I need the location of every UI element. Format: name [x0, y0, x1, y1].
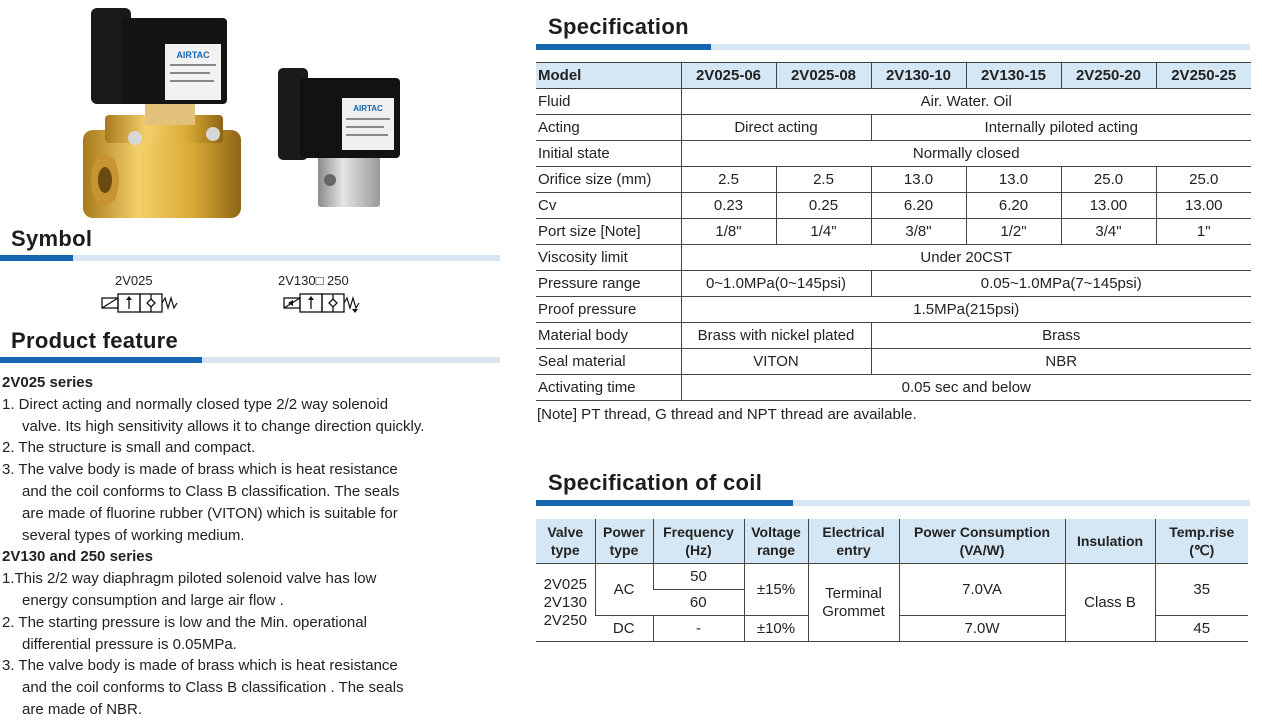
- port-cell: 3/8": [871, 219, 966, 245]
- voltage-range-ac: ±15%: [744, 564, 808, 616]
- feature-line: valve. Its high sensitivity allows it to change direction quickly.: [22, 417, 425, 435]
- row-label: Orifice size (mm): [536, 167, 681, 193]
- series-2v025-title: 2V025 series: [2, 374, 93, 391]
- voltage-range-header: Voltage range: [744, 519, 808, 564]
- port-cell: 1/2": [966, 219, 1061, 245]
- table-row: [536, 297, 1251, 323]
- feature-line: 1.This 2/2 way diaphragm piloted solenoid valve has low: [2, 570, 377, 588]
- table-row: [536, 564, 1248, 590]
- activating-time-value: 0.05 sec and below: [681, 375, 1251, 401]
- port-cell: 1/4": [776, 219, 871, 245]
- port-cell: 1/8": [681, 219, 776, 245]
- orifice-cell: 2.5: [776, 167, 871, 193]
- row-label: Activating time: [536, 375, 681, 401]
- row-label: Material body: [536, 323, 681, 349]
- feature-line: several types of working medium.: [22, 526, 245, 544]
- seal-material-piloted: NBR: [871, 349, 1251, 375]
- viscosity-value: Under 20CST: [681, 245, 1251, 271]
- body-material-piloted: Brass: [871, 323, 1251, 349]
- cv-cell: 0.25: [776, 193, 871, 219]
- symbol-heading: Symbol: [11, 226, 93, 251]
- product-feature-text: [2, 372, 507, 721]
- specification-table: [536, 62, 1251, 401]
- orifice-cell: 2.5: [681, 167, 776, 193]
- pressure-range-piloted: 0.05~1.0MPa(7~145psi): [871, 271, 1251, 297]
- photo-brand-label-b: AIRTAC: [353, 104, 383, 113]
- cv-cell: 13.00: [1061, 193, 1156, 219]
- symbol-label-2v025: 2V025: [115, 273, 153, 288]
- model-cell: 2V025-08: [776, 63, 871, 89]
- power-consumption-dc: 7.0W: [899, 616, 1065, 642]
- power-consumption-ac: 7.0VA: [899, 564, 1065, 616]
- valve-photo-small: [270, 60, 415, 210]
- pressure-range-direct: 0~1.0MPa(0~145psi): [681, 271, 871, 297]
- power-consumption-header: Power Consumption (VA/W): [899, 519, 1065, 564]
- symbol-label-2v130-250: 2V130□ 250: [278, 273, 349, 288]
- valve-type-header: Valve type: [536, 519, 595, 564]
- coil-table: [536, 519, 1248, 642]
- row-label: Proof pressure: [536, 297, 681, 323]
- fluid-value: Air. Water. Oil: [681, 89, 1251, 115]
- model-cell: 2V130-10: [871, 63, 966, 89]
- temp-rise-dc: 45: [1155, 616, 1248, 642]
- orifice-cell: 25.0: [1156, 167, 1251, 193]
- valve-type-cell: 2V025 2V130 2V250: [536, 564, 595, 642]
- orifice-cell: 25.0: [1061, 167, 1156, 193]
- frequency-header: Frequency (Hz): [653, 519, 744, 564]
- electrical-entry-cell: Terminal Grommet: [808, 564, 899, 642]
- table-row: [536, 375, 1251, 401]
- photo-brand-label-a: AIRTAC: [176, 50, 210, 60]
- frequency-50: 50: [653, 564, 744, 590]
- cv-cell: 0.23: [681, 193, 776, 219]
- model-header: Model: [536, 63, 681, 89]
- valve-photo-large: [75, 0, 265, 222]
- spec-note: [Note] PT thread, G thread and NPT thread are available.: [537, 406, 917, 423]
- insulation-header: Insulation: [1065, 519, 1155, 564]
- feature-line: and the coil conforms to Class B classification. The seals: [22, 482, 400, 500]
- model-cell: 2V250-25: [1156, 63, 1251, 89]
- feature-line: 1. Direct acting and normally closed type 2/2 way solenoid: [2, 395, 389, 413]
- frequency-dc: -: [653, 616, 744, 642]
- feature-line: are made of NBR.: [22, 700, 143, 718]
- table-row: [536, 519, 1248, 564]
- row-label: Viscosity limit: [536, 245, 681, 271]
- orifice-cell: 13.0: [966, 167, 1061, 193]
- table-row: [536, 63, 1251, 89]
- table-row: [536, 245, 1251, 271]
- coil-specification-heading: Specification of coil: [548, 470, 763, 495]
- table-row: [536, 219, 1251, 245]
- model-cell: 2V025-06: [681, 63, 776, 89]
- power-type-header: Power type: [595, 519, 653, 564]
- row-label: Acting: [536, 115, 681, 141]
- feature-line: are made of fluorine rubber (VITON) which is suitable for: [22, 504, 398, 522]
- feature-line: 3. The valve body is made of brass which is heat resistance: [2, 461, 398, 479]
- row-label: Initial state: [536, 141, 681, 167]
- model-cell: 2V130-15: [966, 63, 1061, 89]
- row-label: Pressure range: [536, 271, 681, 297]
- cv-cell: 6.20: [871, 193, 966, 219]
- row-label: Fluid: [536, 89, 681, 115]
- table-row: [536, 141, 1251, 167]
- power-type-dc: DC: [595, 616, 653, 642]
- feature-line: 2. The structure is small and compact.: [2, 439, 256, 457]
- coil-heading-bar: [536, 500, 1250, 506]
- frequency-60: 60: [653, 590, 744, 616]
- feature-line: energy consumption and large air flow .: [22, 591, 284, 609]
- table-row: [536, 89, 1251, 115]
- row-label: Port size [Note]: [536, 219, 681, 245]
- temp-rise-header: Temp.rise (℃): [1155, 519, 1248, 564]
- table-row: [536, 167, 1251, 193]
- voltage-range-dc: ±10%: [744, 616, 808, 642]
- symbol-heading-bar: [0, 255, 500, 261]
- symbol-2v130-250-diagram: [282, 290, 368, 316]
- power-type-ac: AC: [595, 564, 653, 616]
- series-2v130-250-title: 2V130 and 250 series: [2, 548, 153, 566]
- orifice-cell: 13.0: [871, 167, 966, 193]
- seal-material-direct: VITON: [681, 349, 871, 375]
- body-material-direct: Brass with nickel plated: [681, 323, 871, 349]
- table-row: [536, 193, 1251, 219]
- symbol-2v025-diagram: [98, 290, 184, 316]
- row-label: Seal material: [536, 349, 681, 375]
- product-feature-heading: Product feature: [11, 328, 179, 353]
- initial-state-value: Normally closed: [681, 141, 1251, 167]
- specification-heading: Specification: [548, 14, 689, 39]
- table-row: [536, 323, 1251, 349]
- feature-line: and the coil conforms to Class B classification . The seals: [22, 679, 404, 697]
- electrical-entry-header: Electrical entry: [808, 519, 899, 564]
- product-feature-heading-bar: [0, 357, 500, 363]
- feature-line: 2. The starting pressure is low and the Min. operational: [2, 613, 367, 631]
- table-row: [536, 271, 1251, 297]
- table-row: [536, 349, 1251, 375]
- cv-cell: 13.00: [1156, 193, 1251, 219]
- temp-rise-ac: 35: [1155, 564, 1248, 616]
- row-label: Cv: [536, 193, 681, 219]
- feature-line: differential pressure is 0.05MPa.: [22, 635, 237, 653]
- cv-cell: 6.20: [966, 193, 1061, 219]
- insulation-cell: Class B: [1065, 564, 1155, 642]
- model-cell: 2V250-20: [1061, 63, 1156, 89]
- acting-piloted: Internally piloted acting: [871, 115, 1251, 141]
- port-cell: 3/4": [1061, 219, 1156, 245]
- feature-line: 3. The valve body is made of brass which is heat resistance: [2, 657, 398, 675]
- acting-direct: Direct acting: [681, 115, 871, 141]
- table-row: [536, 115, 1251, 141]
- port-cell: 1": [1156, 219, 1251, 245]
- specification-heading-bar: [536, 44, 1250, 50]
- proof-pressure-value: 1.5MPa(215psi): [681, 297, 1251, 323]
